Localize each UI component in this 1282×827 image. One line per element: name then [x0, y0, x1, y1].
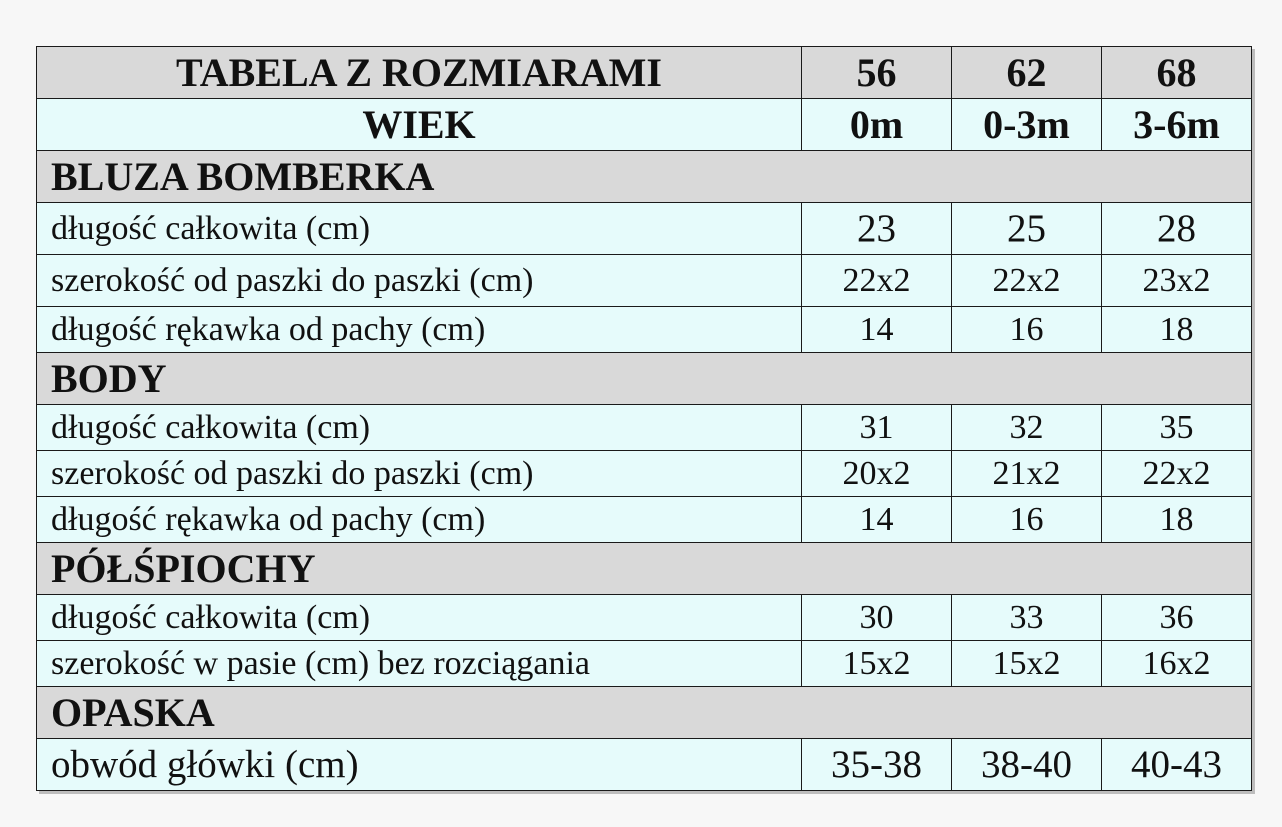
table-row — [37, 497, 1252, 543]
table-row — [37, 405, 1252, 451]
measurement-label: długość rękawka od pachy (cm) — [37, 307, 802, 353]
age-label: WIEK — [37, 99, 802, 151]
measurement-value: 22x2 — [952, 255, 1102, 307]
section-title: BODY — [37, 353, 1252, 405]
table-row — [37, 641, 1252, 687]
measurement-value: 33 — [952, 595, 1102, 641]
table-row — [37, 203, 1252, 255]
measurement-value: 16 — [952, 497, 1102, 543]
table-row — [37, 451, 1252, 497]
measurement-value: 21x2 — [952, 451, 1102, 497]
measurement-value: 22x2 — [802, 255, 952, 307]
size-68-header: 68 — [1102, 47, 1252, 99]
table-row — [37, 255, 1252, 307]
measurement-label: długość rękawka od pachy (cm) — [37, 497, 802, 543]
measurement-value: 31 — [802, 405, 952, 451]
size-chart-table — [36, 46, 1252, 791]
measurement-value: 30 — [802, 595, 952, 641]
measurement-value: 16x2 — [1102, 641, 1252, 687]
measurement-label: długość całkowita (cm) — [37, 405, 802, 451]
measurement-label: szerokość w pasie (cm) bez rozciągania — [37, 641, 802, 687]
measurement-value: 14 — [802, 307, 952, 353]
section-header-opaska — [37, 687, 1252, 739]
section-header-polspiochy — [37, 543, 1252, 595]
section-header-body — [37, 353, 1252, 405]
measurement-value: 18 — [1102, 497, 1252, 543]
measurement-value: 15x2 — [952, 641, 1102, 687]
measurement-value: 23 — [802, 203, 952, 255]
measurement-value: 36 — [1102, 595, 1252, 641]
table-row — [37, 739, 1252, 791]
measurement-value: 18 — [1102, 307, 1252, 353]
measurement-label: szerokość od paszki do paszki (cm) — [37, 255, 802, 307]
age-cell: 3-6m — [1102, 99, 1252, 151]
header-row — [37, 47, 1252, 99]
measurement-label: szerokość od paszki do paszki (cm) — [37, 451, 802, 497]
measurement-value: 35 — [1102, 405, 1252, 451]
measurement-value: 38-40 — [952, 739, 1102, 791]
size-56-header: 56 — [802, 47, 952, 99]
table-row — [37, 595, 1252, 641]
measurement-value: 35-38 — [802, 739, 952, 791]
section-title: BLUZA BOMBERKA — [37, 151, 1252, 203]
age-cell: 0m — [802, 99, 952, 151]
measurement-value: 20x2 — [802, 451, 952, 497]
age-cell: 0-3m — [952, 99, 1102, 151]
section-title: OPASKA — [37, 687, 1252, 739]
measurement-label: długość całkowita (cm) — [37, 203, 802, 255]
measurement-value: 14 — [802, 497, 952, 543]
table-title: TABELA Z ROZMIARAMI — [37, 47, 802, 99]
measurement-value: 32 — [952, 405, 1102, 451]
measurement-label: długość całkowita (cm) — [37, 595, 802, 641]
measurement-value: 25 — [952, 203, 1102, 255]
measurement-label: obwód główki (cm) — [37, 739, 802, 791]
measurement-value: 23x2 — [1102, 255, 1252, 307]
section-header-bluza-bomberka — [37, 151, 1252, 203]
measurement-value: 40-43 — [1102, 739, 1252, 791]
table-row — [37, 307, 1252, 353]
section-title: PÓŁŚPIOCHY — [37, 543, 1252, 595]
measurement-value: 15x2 — [802, 641, 952, 687]
measurement-value: 22x2 — [1102, 451, 1252, 497]
age-row — [37, 99, 1252, 151]
size-62-header: 62 — [952, 47, 1102, 99]
measurement-value: 16 — [952, 307, 1102, 353]
measurement-value: 28 — [1102, 203, 1252, 255]
